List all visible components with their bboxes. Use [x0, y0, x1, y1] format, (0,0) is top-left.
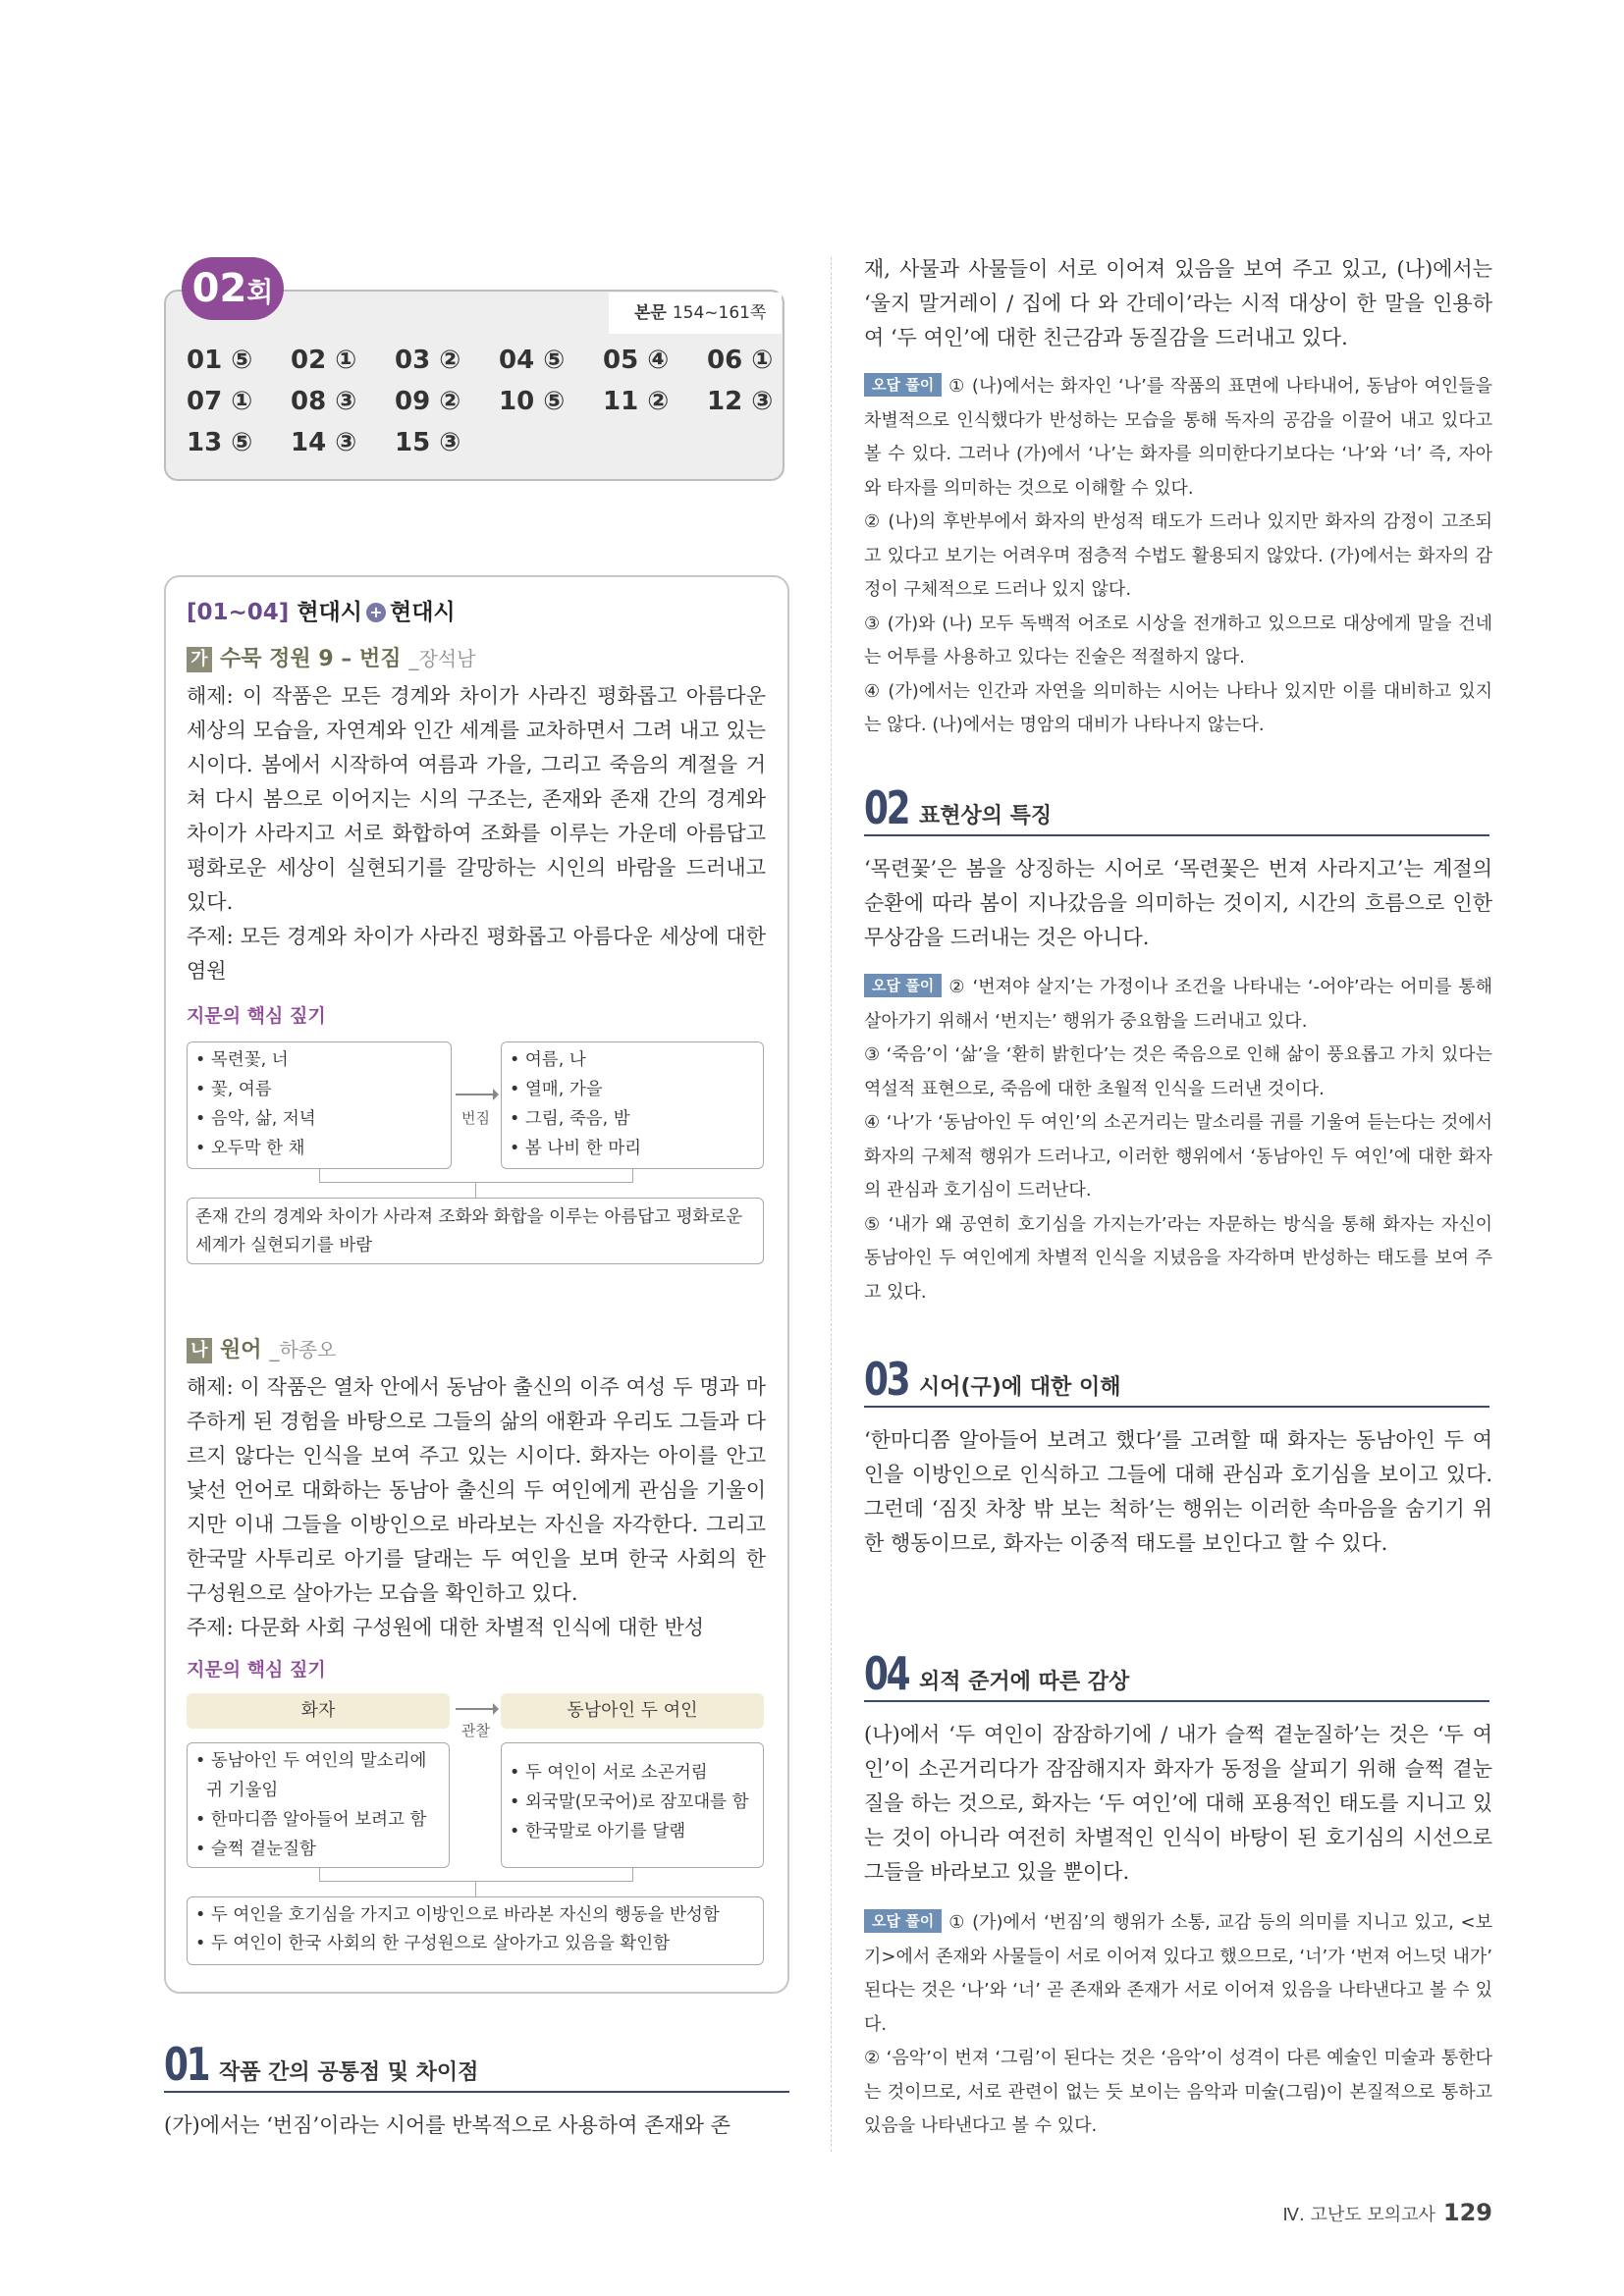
list-item: • 목련꽃, 너 — [195, 1050, 289, 1070]
work-tag: 가 — [187, 647, 212, 672]
divider — [864, 1700, 1489, 1702]
question-04-explanation — [864, 1906, 1492, 2144]
question-04-text: (나)에서 ‘두 여인이 잠잠하기에 / 내가 슬쩍 곁눈질하’는 것은 ‘두 여인’이 소곤거리다가 잠잠해지자 화자가 동정을 살피기 위해 슬쩍 곁눈질을 하는 것으로, 화자는 ‘두 여인’에 대해 포용적인 태도를 지니고 있는 것이 아니라 여전히 차별적인 인식이 바탕이 된 호기심의 시선으로 그들을 바라보고 있을 뿐이다. — [864, 1723, 1492, 1884]
list-item: • 여름, 나 — [510, 1050, 586, 1070]
question-02-explanation — [864, 971, 1492, 1309]
list-item: • 동남아인 두 여인의 말소리에 — [195, 1751, 427, 1771]
work-b-title-row — [187, 1333, 336, 1363]
unit-genre-b: 현대시 — [389, 600, 456, 625]
connector — [319, 1169, 633, 1183]
work-author: _하종오 — [269, 1338, 337, 1362]
list-item: • 열매, 가을 — [510, 1080, 603, 1099]
work-a-theme: 주제: 모든 경계와 차이가 사라진 평화롭고 아름다운 세상에 대한 염원 — [187, 925, 766, 983]
explanation-item: ④ ‘나’가 ‘동남아인 두 여인’의 소곤거리는 말소리를 귀를 기울여 듣는다는 것에서 화자의 구체적 행위가 드러나고, 이러한 행위에서 ‘동남아인 두 여인’에 대한 화자의 관심과 호기심이 드러난다. — [864, 1112, 1492, 1201]
work-a-title-row — [187, 642, 475, 672]
explanation-item: ② ‘번져야 살지’는 가정이나 조건을 나타내는 ‘-어야’라는 어미를 통해 살아가기 위해서 ‘번지는’ 행위가 중요함을 드러내고 있다. — [864, 977, 1492, 1032]
list-item: 귀 기울임 — [195, 1781, 279, 1800]
arrow-icon — [454, 1699, 499, 1719]
answer-item: 14 ③ — [291, 428, 357, 457]
explanation-item: ③ ‘죽음’이 ‘삶’을 ‘환히 밝힌다’는 것은 죽음으로 인해 삶이 풍요롭고 가치 있다는 역설적 표현으로, 죽음에 대한 초월적 인식을 드러낸 것이다. — [864, 1044, 1492, 1099]
question-02-text: ‘목련꽃’은 봄을 상징하는 시어로 ‘목련꽃은 번져 사라지고’는 계절의 순환에 따라 봄이 지나갔음을 의미하는 것이지, 시간의 흐름으로 인한 무상감을 드러내는 것은 아니다. — [864, 857, 1492, 949]
list-item: • 외국말(모국어)로 잠꼬대를 함 — [510, 1792, 749, 1812]
question-01-text-start: (가)에서는 ‘번짐’이라는 시어를 반복적으로 사용하여 존재와 존 — [164, 2113, 731, 2137]
question-01-text-cont: 재, 사물과 사물들이 서로 이어져 있음을 보여 주고 있고, (나)에서는 ‘울지 말거레이 / 집에 다 와 간데이’라는 시적 대상이 한 말을 인용하여 ‘두 여인’에 대한 친근감과 동질감을 드러내고 있다. — [864, 257, 1492, 349]
range-label: 본문 — [634, 303, 667, 323]
list-item: • 한국말로 아기를 달램 — [510, 1822, 686, 1842]
speaker-header: 화자 — [187, 1693, 450, 1729]
unit-genre-a: 현대시 — [297, 600, 362, 625]
concept-box-left — [187, 1041, 452, 1169]
concept-box-right — [501, 1041, 764, 1169]
list-item: • 그림, 죽음, 밤 — [510, 1109, 630, 1129]
question-01-explanation — [864, 370, 1492, 743]
answer-item: 06 ① — [707, 346, 774, 375]
question-title: 외적 준거에 따른 감상 — [919, 1670, 1130, 1694]
page-number: 129 — [1442, 2199, 1492, 2226]
work-author: _장석남 — [408, 647, 476, 670]
explanation-item: ① (가)에서 ‘번짐’의 행위가 소통, 교감 등의 의미를 지니고 있고, <보기>에서 존재와 사물들이 서로 이어져 있다고 했으므로, ‘너’가 ‘번져 어느덧 내가’ 된다는 것은 ‘나’와 ‘너’ 곧 존재와 존재가 서로 이어져 있음을 나타낸다고 볼 수 있다. — [864, 1912, 1492, 2035]
list-item: • 두 여인을 호기심을 가지고 이방인으로 바라본 자신의 행동을 반성함 — [195, 1905, 720, 1925]
list-item: • 봄 나비 한 마리 — [510, 1139, 642, 1158]
list-item: • 음악, 삶, 저녁 — [195, 1109, 316, 1129]
round-number: 02 — [191, 266, 247, 311]
list-item: • 한마디쯤 알아들어 보려고 함 — [195, 1810, 427, 1830]
connector — [319, 1868, 633, 1882]
list-item: • 슬쩍 곁눈질함 — [195, 1840, 316, 1859]
list-item: • 오두막 한 채 — [195, 1139, 305, 1158]
divider — [864, 1406, 1489, 1408]
question-number: 03 — [864, 1353, 909, 1406]
section-label: Ⅳ. 고난도 모의고사 — [1282, 2205, 1435, 2225]
question-title: 표현상의 특징 — [919, 804, 1053, 828]
column-divider — [831, 257, 832, 2152]
divider — [164, 2091, 789, 2093]
work-a-commentary: 해제: 이 작품은 모든 경계와 차이가 사라진 평화롭고 아름다운 세상의 모습을, 자연계와 인간 세계를 교차하면서 그려 내고 있는 시이다. 봄에서 시작하여 여름과 가을, 그리고 죽음의 계절을 거쳐 다시 봄으로 이어지는 시의 구조는, 존재와 존재 간의 경계와 차이가 사라지고 서로 화합하여 조화를 이루는 가운데 아름답고 평화로운 세상이 실현되기를 갈망하는 시인의 바람을 드러내고 있다. — [187, 684, 766, 914]
explanation-item: ④ (가)에서는 인간과 자연을 의미하는 시어는 나타나 있지만 이를 대비하고 있지는 않다. (나)에서는 명암의 대비가 나타나지 않는다. — [864, 680, 1492, 735]
question-number: 01 — [164, 2038, 209, 2091]
arrow-label: 번짐 — [461, 1109, 490, 1127]
wrong-answer-badge: 오답 풀이 — [864, 974, 942, 997]
concept-box-left — [187, 1742, 450, 1868]
answer-item: 15 ③ — [395, 428, 461, 457]
answer-item: 07 ① — [187, 387, 253, 416]
question-title: 작품 간의 공통점 및 차이점 — [219, 2060, 479, 2085]
work-b-commentary: 해제: 이 작품은 열차 안에서 동남아 출신의 이주 여성 두 명과 마주하게 된 경험을 바탕으로 그들의 삶의 애환과 우리도 그들과 다르지 않다는 인식을 보여 주고 있는 시이다. 화자는 아이를 안고 낯선 언어로 대화하는 동남아 출신의 두 여인에게 관심을 기울이지만 이내 그들을 이방인으로 바라보는 자신을 자각한다. 그리고 한국말 사투리로 아기를 달래는 두 여인을 보며 한국 사회의 한 구성원으로 살아가는 모습을 확인하고 있다. — [187, 1375, 766, 1605]
question-title: 시어(구)에 대한 이해 — [919, 1375, 1121, 1400]
question-number: 04 — [864, 1647, 909, 1700]
concept-box-right — [501, 1742, 764, 1868]
divider — [864, 834, 1489, 836]
answer-item: 10 ⑤ — [499, 387, 566, 416]
answer-item: 03 ② — [395, 346, 461, 375]
core-title: 지문의 핵심 짚기 — [187, 1659, 326, 1681]
connector — [475, 1882, 476, 1896]
answer-item: 12 ③ — [707, 387, 774, 416]
answer-grid — [187, 346, 776, 457]
work-title: 원어 — [220, 1338, 262, 1362]
list-item: • 꽃, 여름 — [195, 1080, 272, 1099]
round-suffix: 회 — [246, 276, 274, 308]
question-02-heading — [864, 781, 1053, 834]
round-badge — [182, 257, 284, 320]
question-03-heading — [864, 1353, 1121, 1406]
work-tag: 나 — [187, 1338, 212, 1363]
question-04-heading — [864, 1647, 1130, 1700]
page-footer — [1282, 2199, 1492, 2226]
question-01-heading — [164, 2038, 479, 2091]
answer-item: 02 ① — [291, 346, 357, 375]
arrow-icon — [454, 1085, 499, 1104]
explanation-item: ② (나)의 후반부에서 화자의 반성적 태도가 드러나 있지만 화자의 감정이 고조되고 있다고 보기는 어려우며 점층적 수법도 활용되지 않았다. (가)에서는 화자의 감정이 구체적으로 드러나 있지 않다. — [864, 511, 1492, 600]
range-value: 154~161쪽 — [672, 303, 767, 323]
explanation-item: ② ‘음악’이 번져 ‘그림’이 된다는 것은 ‘음악’이 성격이 다른 예술인 미술과 통한다는 것이므로, 서로 관련이 없는 듯 보이는 음악과 미술(그림)이 본질적으로 통하고 있음을 나타낸다고 볼 수 있다. — [864, 2048, 1492, 2136]
summary-box — [187, 1896, 764, 1965]
wrong-answer-badge: 오답 풀이 — [864, 373, 942, 397]
explanation-item: ① (나)에서는 화자인 ‘나’를 작품의 표면에 나타내어, 동남아 여인들을 차별적으로 인식했다가 반성하는 모습을 통해 독자의 공감을 이끌어 내고 있다고 볼 수 있다. 그러나 (가)에서 ‘나’는 화자를 의미한다기보다는 ‘나’와 ‘너’ 즉, 자아와 타자를 의미하는 것으로 이해할 수 있다. — [864, 376, 1492, 499]
connector — [475, 1183, 476, 1198]
explanation-item: ③ (가)와 (나) 모두 독백적 어조로 시상을 전개하고 있으므로 대상에게 말을 건네는 어투를 사용하고 있다는 진술은 적절하지 않다. — [864, 613, 1492, 667]
women-header: 동남아인 두 여인 — [501, 1693, 764, 1729]
summary-box: 존재 간의 경계와 차이가 사라져 조화와 화합을 이루는 아름답고 평화로운 세계가 실현되기를 바람 — [187, 1198, 764, 1264]
work-title: 수묵 정원 9 – 번짐 — [220, 647, 402, 671]
answer-item: 11 ② — [603, 387, 670, 416]
work-b-theme: 주제: 다문화 사회 구성원에 대한 차별적 인식에 대한 반성 — [187, 1616, 705, 1639]
question-number: 02 — [864, 781, 909, 834]
core-title: 지문의 핵심 짚기 — [187, 1005, 326, 1027]
answer-item: 01 ⑤ — [187, 346, 253, 375]
list-item: • 두 여인이 한국 사회의 한 구성원으로 살아가고 있음을 확인함 — [195, 1934, 671, 1953]
unit-range: [01~04] — [187, 600, 290, 625]
answer-item: 13 ⑤ — [187, 428, 253, 457]
page-range — [609, 293, 782, 334]
answer-item: 08 ③ — [291, 387, 357, 416]
explanation-item: ⑤ ‘내가 왜 공연히 호기심을 가지는가’라는 자문하는 방식을 통해 화자는 자신이 동남아인 두 여인에게 차별적 인식을 지녔음을 자각하며 반성하는 태도를 보여 주고 있다. — [864, 1213, 1492, 1303]
unit-heading — [187, 594, 456, 626]
wrong-answer-badge: 오답 풀이 — [864, 1909, 942, 1933]
answer-item: 09 ② — [395, 387, 461, 416]
answer-item: 04 ⑤ — [499, 346, 566, 375]
list-item: • 두 여인이 서로 소곤거림 — [510, 1763, 708, 1783]
plus-icon: + — [366, 603, 386, 622]
answer-item: 05 ④ — [603, 346, 670, 375]
arrow-label: 관찰 — [461, 1722, 490, 1739]
question-03-text: ‘한마디쯤 알아들어 보려고 했다’를 고려할 때 화자는 동남아인 두 여인을 이방인으로 인식하고 그들에 대해 관심과 호기심을 보이고 있다. 그런데 ‘짐짓 차창 밖 보는 척하’는 행위는 이러한 속마음을 숨기기 위한 행동이므로, 화자는 이중적 태도를 보인다고 할 수 있다. — [864, 1428, 1492, 1555]
